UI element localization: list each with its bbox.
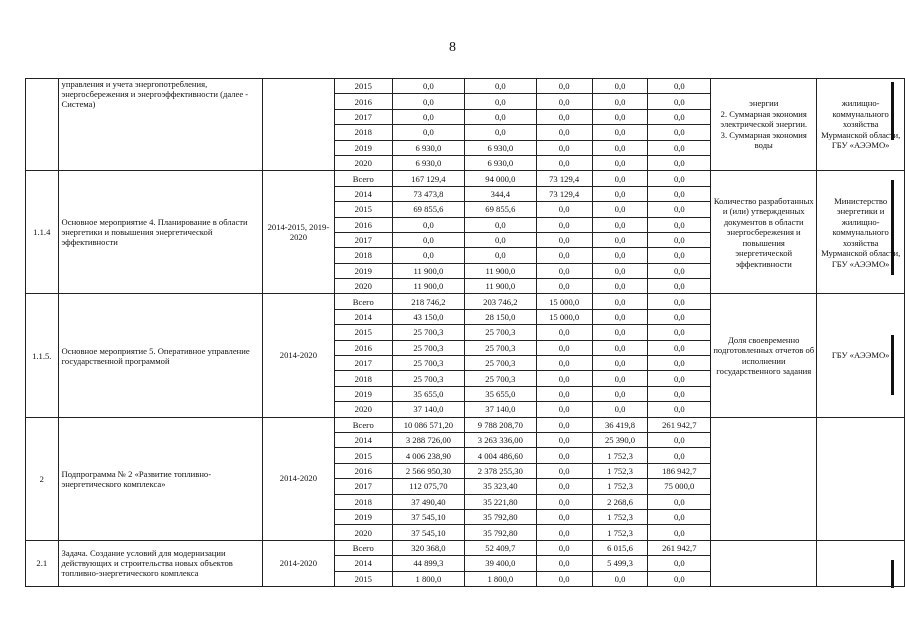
other-sources-cell: 0,0 bbox=[648, 79, 711, 94]
local-budget-cell: 0,0 bbox=[592, 79, 648, 94]
total-cell: 0,0 bbox=[392, 94, 464, 109]
local-budget-cell: 0,0 bbox=[592, 109, 648, 124]
regional-budget-cell: 11 900,0 bbox=[464, 279, 536, 294]
year-cell: Всего bbox=[334, 171, 392, 186]
other-sources-cell: 0,0 bbox=[648, 371, 711, 386]
federal-budget-cell: 0,0 bbox=[536, 263, 592, 278]
federal-budget-cell: 15 000,0 bbox=[536, 309, 592, 324]
federal-budget-cell: 0,0 bbox=[536, 525, 592, 540]
other-sources-cell: 261 942,7 bbox=[648, 540, 711, 555]
federal-budget-cell: 0,0 bbox=[536, 94, 592, 109]
other-sources-cell: 0,0 bbox=[648, 248, 711, 263]
federal-budget-cell: 0,0 bbox=[536, 556, 592, 571]
year-cell: 2015 bbox=[334, 571, 392, 586]
other-sources-cell: 0,0 bbox=[648, 432, 711, 447]
federal-budget-cell: 0,0 bbox=[536, 202, 592, 217]
year-cell: 2019 bbox=[334, 509, 392, 524]
year-cell: Всего bbox=[334, 540, 392, 555]
local-budget-cell: 0,0 bbox=[592, 340, 648, 355]
other-sources-cell: 0,0 bbox=[648, 494, 711, 509]
local-budget-cell: 1 752,3 bbox=[592, 479, 648, 494]
local-budget-cell: 2 268,6 bbox=[592, 494, 648, 509]
regional-budget-cell: 203 746,2 bbox=[464, 294, 536, 309]
other-sources-cell: 0,0 bbox=[648, 309, 711, 324]
year-cell: 2017 bbox=[334, 232, 392, 247]
executor-cell bbox=[817, 540, 905, 586]
other-sources-cell: 0,0 bbox=[648, 340, 711, 355]
regional-budget-cell: 94 000,0 bbox=[464, 171, 536, 186]
table-row bbox=[26, 79, 905, 94]
federal-budget-cell: 0,0 bbox=[536, 417, 592, 432]
local-budget-cell: 0,0 bbox=[592, 171, 648, 186]
year-cell: 2020 bbox=[334, 279, 392, 294]
row-code: 1.1.4 bbox=[26, 171, 59, 294]
local-budget-cell: 36 419,8 bbox=[592, 417, 648, 432]
measure-name: Основное мероприятие 5. Оперативное управление государственной программой bbox=[58, 294, 263, 417]
total-cell: 320 368,0 bbox=[392, 540, 464, 555]
table-body bbox=[26, 79, 905, 587]
total-cell: 1 800,0 bbox=[392, 571, 464, 586]
local-budget-cell: 0,0 bbox=[592, 94, 648, 109]
regional-budget-cell: 1 800,0 bbox=[464, 571, 536, 586]
local-budget-cell: 0,0 bbox=[592, 294, 648, 309]
other-sources-cell: 261 942,7 bbox=[648, 417, 711, 432]
local-budget-cell: 5 499,3 bbox=[592, 556, 648, 571]
budget-table bbox=[25, 78, 905, 587]
other-sources-cell: 0,0 bbox=[648, 186, 711, 201]
regional-budget-cell: 28 150,0 bbox=[464, 309, 536, 324]
regional-budget-cell: 35 221,80 bbox=[464, 494, 536, 509]
year-cell: 2017 bbox=[334, 109, 392, 124]
total-cell: 10 086 571,20 bbox=[392, 417, 464, 432]
federal-budget-cell: 0,0 bbox=[536, 571, 592, 586]
total-cell: 37 140,0 bbox=[392, 402, 464, 417]
indicator-cell: Доля своевременно подготовленных отчетов об исполнении государственного задания bbox=[711, 294, 817, 417]
regional-budget-cell: 52 409,7 bbox=[464, 540, 536, 555]
year-cell: 2018 bbox=[334, 371, 392, 386]
row-code: 2.1 bbox=[26, 540, 59, 586]
year-cell: 2014 bbox=[334, 556, 392, 571]
federal-budget-cell: 0,0 bbox=[536, 402, 592, 417]
total-cell: 11 900,0 bbox=[392, 263, 464, 278]
local-budget-cell: 0,0 bbox=[592, 279, 648, 294]
other-sources-cell: 0,0 bbox=[648, 571, 711, 586]
federal-budget-cell: 0,0 bbox=[536, 125, 592, 140]
indicator-cell: энергии 2. Суммарная экономия электрической энергии. 3. Суммарная экономия воды bbox=[711, 79, 817, 171]
total-cell: 0,0 bbox=[392, 232, 464, 247]
other-sources-cell: 0,0 bbox=[648, 217, 711, 232]
total-cell: 6 930,0 bbox=[392, 140, 464, 155]
federal-budget-cell: 0,0 bbox=[536, 463, 592, 478]
indicator-cell bbox=[711, 417, 817, 540]
year-cell: 2018 bbox=[334, 248, 392, 263]
year-cell: 2016 bbox=[334, 217, 392, 232]
table-row bbox=[26, 417, 905, 432]
total-cell: 25 700,3 bbox=[392, 356, 464, 371]
regional-budget-cell: 25 700,3 bbox=[464, 356, 536, 371]
federal-budget-cell: 0,0 bbox=[536, 479, 592, 494]
measure-name: Основное мероприятие 4. Планирование в области энергетики и повышения энергетической эффективности bbox=[58, 171, 263, 294]
indicator-cell bbox=[711, 540, 817, 586]
total-cell: 0,0 bbox=[392, 109, 464, 124]
other-sources-cell: 0,0 bbox=[648, 263, 711, 278]
other-sources-cell: 0,0 bbox=[648, 94, 711, 109]
regional-budget-cell: 37 140,0 bbox=[464, 402, 536, 417]
federal-budget-cell: 0,0 bbox=[536, 340, 592, 355]
total-cell: 35 655,0 bbox=[392, 386, 464, 401]
local-budget-cell: 0,0 bbox=[592, 217, 648, 232]
period-cell: 2014-2020 bbox=[263, 540, 334, 586]
federal-budget-cell: 0,0 bbox=[536, 432, 592, 447]
regional-budget-cell: 35 323,40 bbox=[464, 479, 536, 494]
executor-cell bbox=[817, 417, 905, 540]
local-budget-cell: 0,0 bbox=[592, 202, 648, 217]
other-sources-cell: 0,0 bbox=[648, 509, 711, 524]
regional-budget-cell: 25 700,3 bbox=[464, 371, 536, 386]
year-cell: 2020 bbox=[334, 155, 392, 170]
table-row bbox=[26, 294, 905, 309]
other-sources-cell: 0,0 bbox=[648, 171, 711, 186]
executor-cell: ГБУ «АЭЭМО» bbox=[817, 294, 905, 417]
local-budget-cell: 0,0 bbox=[592, 371, 648, 386]
federal-budget-cell: 0,0 bbox=[536, 540, 592, 555]
measure-name: управления и учета энергопотребления, энергосбережения и энергоэффективности (далее - Система) bbox=[58, 79, 263, 171]
federal-budget-cell: 0,0 bbox=[536, 386, 592, 401]
other-sources-cell: 0,0 bbox=[648, 279, 711, 294]
regional-budget-cell: 2 378 255,30 bbox=[464, 463, 536, 478]
local-budget-cell: 25 390,0 bbox=[592, 432, 648, 447]
period-cell bbox=[263, 79, 334, 171]
year-cell: 2019 bbox=[334, 140, 392, 155]
measure-name: Подпрограмма № 2 «Развитие топливно-энергетического комплекса» bbox=[58, 417, 263, 540]
regional-budget-cell: 9 788 208,70 bbox=[464, 417, 536, 432]
other-sources-cell: 0,0 bbox=[648, 525, 711, 540]
page-number: 8 bbox=[449, 40, 456, 55]
regional-budget-cell: 39 400,0 bbox=[464, 556, 536, 571]
regional-budget-cell: 6 930,0 bbox=[464, 155, 536, 170]
year-cell: 2015 bbox=[334, 202, 392, 217]
year-cell: 2015 bbox=[334, 448, 392, 463]
local-budget-cell: 0,0 bbox=[592, 232, 648, 247]
federal-budget-cell: 0,0 bbox=[536, 217, 592, 232]
regional-budget-cell: 0,0 bbox=[464, 232, 536, 247]
regional-budget-cell: 11 900,0 bbox=[464, 263, 536, 278]
local-budget-cell: 0,0 bbox=[592, 140, 648, 155]
year-cell: 2019 bbox=[334, 386, 392, 401]
measure-name: Задача. Создание условий для модернизации действующих и строительства новых объектов топливно-энергетического комплекса bbox=[58, 540, 263, 586]
local-budget-cell: 0,0 bbox=[592, 186, 648, 201]
federal-budget-cell: 0,0 bbox=[536, 509, 592, 524]
regional-budget-cell: 35 792,80 bbox=[464, 509, 536, 524]
local-budget-cell: 0,0 bbox=[592, 402, 648, 417]
table-row bbox=[26, 171, 905, 186]
regional-budget-cell: 69 855,6 bbox=[464, 202, 536, 217]
year-cell: Всего bbox=[334, 417, 392, 432]
year-cell: 2017 bbox=[334, 356, 392, 371]
total-cell: 6 930,0 bbox=[392, 155, 464, 170]
total-cell: 3 288 726,00 bbox=[392, 432, 464, 447]
regional-budget-cell: 25 700,3 bbox=[464, 340, 536, 355]
regional-budget-cell: 35 655,0 bbox=[464, 386, 536, 401]
regional-budget-cell: 0,0 bbox=[464, 217, 536, 232]
period-cell: 2014-2015, 2019-2020 bbox=[263, 171, 334, 294]
local-budget-cell: 0,0 bbox=[592, 356, 648, 371]
local-budget-cell: 0,0 bbox=[592, 309, 648, 324]
federal-budget-cell: 0,0 bbox=[536, 248, 592, 263]
total-cell: 218 746,2 bbox=[392, 294, 464, 309]
row-code: 1.1.5. bbox=[26, 294, 59, 417]
total-cell: 2 566 950,30 bbox=[392, 463, 464, 478]
total-cell: 44 899,3 bbox=[392, 556, 464, 571]
total-cell: 25 700,3 bbox=[392, 325, 464, 340]
total-cell: 4 006 238,90 bbox=[392, 448, 464, 463]
period-cell: 2014-2020 bbox=[263, 417, 334, 540]
other-sources-cell: 0,0 bbox=[648, 125, 711, 140]
federal-budget-cell: 0,0 bbox=[536, 371, 592, 386]
other-sources-cell: 0,0 bbox=[648, 325, 711, 340]
federal-budget-cell: 0,0 bbox=[536, 279, 592, 294]
local-budget-cell: 0,0 bbox=[592, 325, 648, 340]
total-cell: 0,0 bbox=[392, 217, 464, 232]
regional-budget-cell: 0,0 bbox=[464, 109, 536, 124]
year-cell: 2017 bbox=[334, 479, 392, 494]
other-sources-cell: 0,0 bbox=[648, 386, 711, 401]
other-sources-cell: 0,0 bbox=[648, 155, 711, 170]
federal-budget-cell: 0,0 bbox=[536, 232, 592, 247]
regional-budget-cell: 25 700,3 bbox=[464, 325, 536, 340]
regional-budget-cell: 0,0 bbox=[464, 125, 536, 140]
regional-budget-cell: 35 792,80 bbox=[464, 525, 536, 540]
regional-budget-cell: 0,0 bbox=[464, 248, 536, 263]
total-cell: 25 700,3 bbox=[392, 371, 464, 386]
year-cell: 2016 bbox=[334, 94, 392, 109]
other-sources-cell: 0,0 bbox=[648, 202, 711, 217]
period-cell: 2014-2020 bbox=[263, 294, 334, 417]
regional-budget-cell: 0,0 bbox=[464, 94, 536, 109]
local-budget-cell: 1 752,3 bbox=[592, 525, 648, 540]
year-cell: 2018 bbox=[334, 125, 392, 140]
table-row bbox=[26, 540, 905, 555]
other-sources-cell: 0,0 bbox=[648, 356, 711, 371]
total-cell: 37 490,40 bbox=[392, 494, 464, 509]
total-cell: 0,0 bbox=[392, 125, 464, 140]
local-budget-cell: 0,0 bbox=[592, 125, 648, 140]
total-cell: 167 129,4 bbox=[392, 171, 464, 186]
total-cell: 112 075,70 bbox=[392, 479, 464, 494]
federal-budget-cell: 0,0 bbox=[536, 494, 592, 509]
total-cell: 0,0 bbox=[392, 248, 464, 263]
federal-budget-cell: 0,0 bbox=[536, 325, 592, 340]
federal-budget-cell: 0,0 bbox=[536, 79, 592, 94]
federal-budget-cell: 0,0 bbox=[536, 356, 592, 371]
federal-budget-cell: 73 129,4 bbox=[536, 171, 592, 186]
other-sources-cell: 0,0 bbox=[648, 402, 711, 417]
row-code bbox=[26, 79, 59, 171]
local-budget-cell: 0,0 bbox=[592, 263, 648, 278]
total-cell: 0,0 bbox=[392, 79, 464, 94]
local-budget-cell: 0,0 bbox=[592, 571, 648, 586]
local-budget-cell: 1 752,3 bbox=[592, 509, 648, 524]
total-cell: 37 545,10 bbox=[392, 509, 464, 524]
local-budget-cell: 1 752,3 bbox=[592, 463, 648, 478]
other-sources-cell: 186 942,7 bbox=[648, 463, 711, 478]
other-sources-cell: 0,0 bbox=[648, 294, 711, 309]
other-sources-cell: 0,0 bbox=[648, 556, 711, 571]
regional-budget-cell: 0,0 bbox=[464, 79, 536, 94]
total-cell: 69 855,6 bbox=[392, 202, 464, 217]
local-budget-cell: 1 752,3 bbox=[592, 448, 648, 463]
local-budget-cell: 6 015,6 bbox=[592, 540, 648, 555]
year-cell: 2019 bbox=[334, 263, 392, 278]
local-budget-cell: 0,0 bbox=[592, 386, 648, 401]
total-cell: 11 900,0 bbox=[392, 279, 464, 294]
total-cell: 25 700,3 bbox=[392, 340, 464, 355]
federal-budget-cell: 15 000,0 bbox=[536, 294, 592, 309]
other-sources-cell: 0,0 bbox=[648, 232, 711, 247]
year-cell: 2020 bbox=[334, 402, 392, 417]
total-cell: 37 545,10 bbox=[392, 525, 464, 540]
federal-budget-cell: 0,0 bbox=[536, 140, 592, 155]
year-cell: 2016 bbox=[334, 340, 392, 355]
other-sources-cell: 0,0 bbox=[648, 448, 711, 463]
other-sources-cell: 0,0 bbox=[648, 109, 711, 124]
year-cell: 2015 bbox=[334, 325, 392, 340]
year-cell: Всего bbox=[334, 294, 392, 309]
local-budget-cell: 0,0 bbox=[592, 155, 648, 170]
year-cell: 2014 bbox=[334, 432, 392, 447]
local-budget-cell: 0,0 bbox=[592, 248, 648, 263]
year-cell: 2018 bbox=[334, 494, 392, 509]
year-cell: 2014 bbox=[334, 186, 392, 201]
federal-budget-cell: 0,0 bbox=[536, 155, 592, 170]
other-sources-cell: 0,0 bbox=[648, 140, 711, 155]
total-cell: 43 150,0 bbox=[392, 309, 464, 324]
federal-budget-cell: 0,0 bbox=[536, 448, 592, 463]
federal-budget-cell: 73 129,4 bbox=[536, 186, 592, 201]
year-cell: 2016 bbox=[334, 463, 392, 478]
regional-budget-cell: 6 930,0 bbox=[464, 140, 536, 155]
year-cell: 2014 bbox=[334, 309, 392, 324]
executor-cell: жилищно-коммунального хозяйства Мурманской области, ГБУ «АЭЭМО» bbox=[817, 79, 905, 171]
indicator-cell: Количество разработанных и (или) утвержденных документов в области энергосбережения и повышения энергетической эффективности bbox=[711, 171, 817, 294]
year-cell: 2020 bbox=[334, 525, 392, 540]
regional-budget-cell: 4 004 486,60 bbox=[464, 448, 536, 463]
year-cell: 2015 bbox=[334, 79, 392, 94]
regional-budget-cell: 3 263 336,00 bbox=[464, 432, 536, 447]
row-code: 2 bbox=[26, 417, 59, 540]
total-cell: 73 473,8 bbox=[392, 186, 464, 201]
federal-budget-cell: 0,0 bbox=[536, 109, 592, 124]
executor-cell: Министерство энергетики и жилищно-коммунального хозяйства Мурманской области, ГБУ «АЭЭМО» bbox=[817, 171, 905, 294]
regional-budget-cell: 344,4 bbox=[464, 186, 536, 201]
other-sources-cell: 75 000,0 bbox=[648, 479, 711, 494]
